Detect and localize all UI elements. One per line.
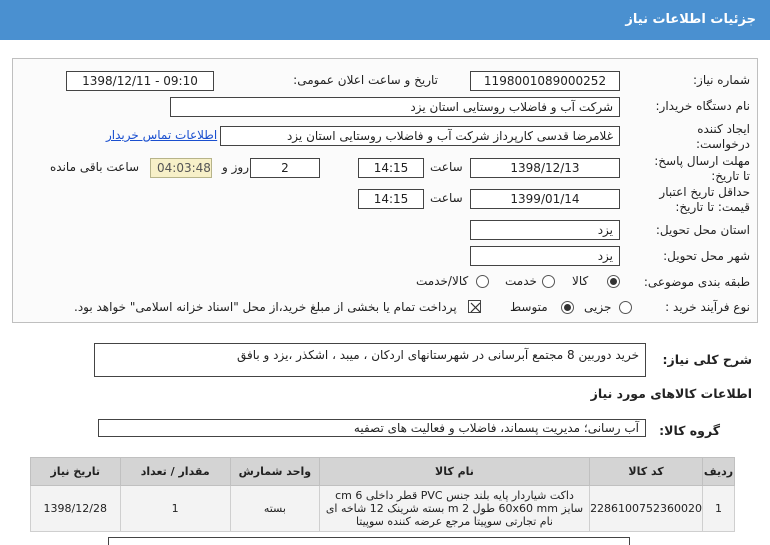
process-type-label: نوع فرآیند خرید : <box>665 300 750 314</box>
validity-label-line2: قیمت: تا تاریخ: <box>675 200 750 214</box>
category-option-goods-service: کالا/خدمت <box>416 274 469 288</box>
validity-time-field: 14:15 <box>358 189 424 209</box>
creator-field: غلامرضا قدسی کارپرداز شرکت آب و فاضلاب روستایی استان یزد <box>220 126 620 146</box>
category-radio-goods-service[interactable] <box>476 275 489 288</box>
buyer-name-label: نام دستگاه خریدار: <box>655 99 750 113</box>
summary-field: خرید دوربین 8 مجتمع آبرسانی در شهرستانهای اردکان ، میبد ، اشکذر ،یزد و بافق <box>94 343 646 377</box>
treasury-payment-note: پرداخت تمام یا بخشی از مبلغ خرید،از محل "اسناد خزانه اسلامی" خواهد بود. <box>74 300 457 314</box>
cell-name: داکت شیاردار پایه بلند جنس PVC قطر داخلی 6 cm سایز 60x60 mm طول 2 m بسته شرینک 12 شاخه ای نام تجارتی سوپیتا مرجع عرضه کننده سوپیتا <box>319 486 589 532</box>
send-date-field: 1398/12/13 <box>470 158 620 178</box>
send-time-label: ساعت <box>430 160 463 174</box>
cell-date: 1398/12/28 <box>31 486 121 532</box>
process-radio-medium[interactable] <box>561 301 574 314</box>
need-number-field: 1198001089000252 <box>470 71 620 91</box>
page-title: جزئیات اطلاعات نیاز <box>625 12 756 27</box>
cell-code: 2286100752360020 <box>590 486 703 532</box>
cell-qty: 1 <box>120 486 230 532</box>
items-table <box>30 457 735 532</box>
process-radio-minor[interactable] <box>619 301 632 314</box>
process-option-minor: جزیی <box>584 300 612 314</box>
validity-date-field: 1399/01/14 <box>470 189 620 209</box>
need-number-label: شماره نیاز: <box>693 73 750 87</box>
col-unit-header: واحد شمارش <box>230 458 319 486</box>
creator-label-line2: درخواست: <box>696 137 750 151</box>
category-radio-service[interactable] <box>542 275 555 288</box>
col-code-header: کد کالا <box>590 458 703 486</box>
goods-group-label: گروه کالا: <box>659 423 720 438</box>
treasury-payment-checkbox[interactable] <box>468 300 481 313</box>
province-field: یزد <box>470 220 620 240</box>
send-deadline-label-line2: تا تاریخ: <box>711 169 750 183</box>
cell-row: 1 <box>703 486 735 532</box>
table-header-row <box>31 458 735 486</box>
description-box <box>108 537 630 545</box>
send-time-field: 14:15 <box>358 158 424 178</box>
col-row-header: ردیف <box>703 458 735 486</box>
validity-time-label: ساعت <box>430 191 463 205</box>
goods-info-title: اطلاعات کالاهای مورد نیاز <box>590 386 752 401</box>
col-name-header: نام کالا <box>319 458 589 486</box>
cross-icon <box>469 301 482 314</box>
creator-label-line1: ایجاد کننده <box>697 122 750 136</box>
category-radio-goods[interactable] <box>607 275 620 288</box>
announce-date-label: تاریخ و ساعت اعلان عمومی: <box>293 73 438 87</box>
remaining-time-label: ساعت باقی مانده <box>50 160 140 174</box>
cell-unit: بسته <box>230 486 319 532</box>
remaining-time-field: 04:03:48 <box>150 158 212 178</box>
remaining-days-label: روز و <box>222 160 249 174</box>
announce-date-field: 1398/12/11 - 09:10 <box>66 71 214 91</box>
category-option-goods: کالا <box>572 274 589 288</box>
send-deadline-label-line1: مهلت ارسال پاسخ: <box>654 154 750 168</box>
page-header <box>0 0 770 40</box>
category-option-service: خدمت <box>505 274 537 288</box>
province-label: استان محل تحویل: <box>655 223 750 237</box>
process-option-medium: متوسط <box>510 300 548 314</box>
city-label: شهر محل تحویل: <box>663 249 750 263</box>
col-date-header: تاریخ نیاز <box>31 458 121 486</box>
remaining-days-field: 2 <box>250 158 320 178</box>
table-row <box>31 486 735 532</box>
category-label: طبقه بندی موضوعی: <box>643 275 750 289</box>
validity-label-line1: حداقل تاریخ اعتبار <box>659 185 750 199</box>
col-qty-header: مقدار / تعداد <box>120 458 230 486</box>
buyer-contact-link[interactable]: اطلاعات تماس خریدار <box>106 128 218 142</box>
city-field: یزد <box>470 246 620 266</box>
buyer-name-field: شرکت آب و فاضلاب روستایی استان یزد <box>170 97 620 117</box>
summary-label: شرح کلی نیاز: <box>662 352 752 367</box>
goods-group-field: آب رسانی؛ مدیریت پسماند، فاضلاب و فعالیت های تصفیه <box>98 419 646 437</box>
